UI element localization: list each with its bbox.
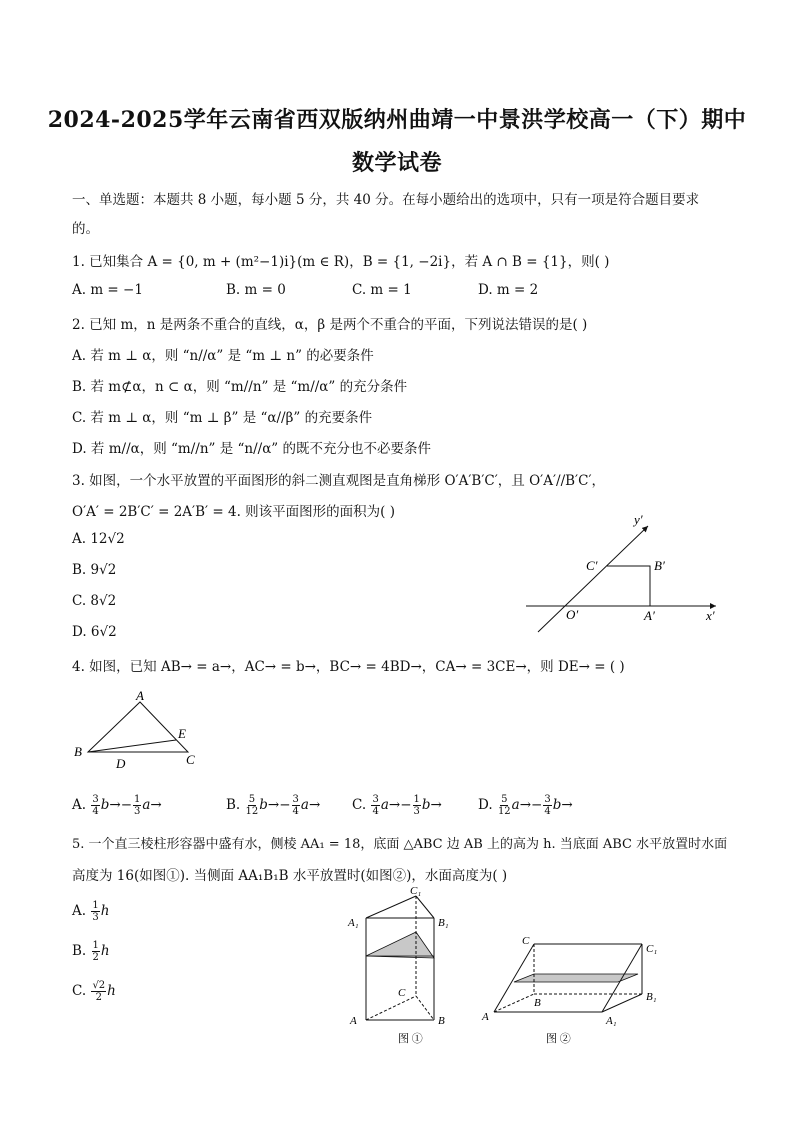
q4-option-c[interactable]: C. $\frac{3}{4}$ a→− $\frac{1}{3}$ b→: [352, 794, 442, 817]
svg-text:B: B: [438, 1015, 445, 1027]
figure-1-caption: 图 ①: [398, 1033, 423, 1045]
label-c: C: [186, 752, 195, 767]
q1-option-d[interactable]: D. m = 2: [478, 282, 539, 298]
water-surface-1: [366, 932, 434, 958]
q2-option-b[interactable]: B. 若 m⊄α，n ⊂ α，则 “m//n” 是 “m//α” 的充分条件: [72, 379, 408, 395]
svg-text:B₁: B₁: [646, 991, 657, 1003]
svg-text:C₁: C₁: [410, 886, 422, 897]
svg-text:B: B: [534, 997, 541, 1009]
exam-title-line1: 2024-2025学年云南省西双版纳州曲靖一中景洪学校高一（下）期中: [47, 107, 747, 133]
q5-option-a[interactable]: A. $\frac{1}{3}$ h: [72, 900, 110, 923]
q5-figure-1: [342, 886, 462, 1048]
q5-option-c[interactable]: C. $\frac{√2}{2}$ h: [72, 980, 116, 1003]
q3-option-a[interactable]: A. 12√2: [72, 531, 125, 547]
label-y-prime: y′: [634, 512, 643, 527]
q4-option-a[interactable]: A. $\frac{3}{4}$ b→− $\frac{1}{3}$ a→: [72, 794, 162, 817]
q4-option-d[interactable]: D. $\frac{5}{12}$ a→− $\frac{3}{4}$ b→: [478, 794, 573, 817]
q3-oblique-figure: [520, 508, 730, 638]
q4-triangle-figure: [70, 688, 210, 774]
svg-text:A: A: [482, 1011, 489, 1023]
q3-stem-line2: O′A′ = 2B′C′ = 2A′B′ = 4. 则该平面图形的面积为( ): [72, 504, 395, 520]
triangle-abc: [88, 702, 188, 752]
q3-option-b[interactable]: B. 9√2: [72, 562, 117, 578]
section-heading-line1: 一、单选题：本题共 8 小题，每小题 5 分，共 40 分。在每小题给出的选项中，只有一项是符合题目要求: [72, 192, 700, 208]
label-a-prime: A′: [644, 608, 655, 623]
label-x-prime: x′: [706, 608, 715, 623]
q4-option-b[interactable]: B. $\frac{5}{12}$ b→− $\frac{3}{4}$ a→: [226, 794, 321, 817]
water-surface-2: [514, 974, 638, 982]
q2-option-c[interactable]: C. 若 m ⊥ α，则 “m ⊥ β” 是 “α//β” 的充要条件: [72, 410, 373, 426]
trapezoid-edges: [607, 566, 650, 606]
q1-stem: 1. 已知集合 A = {0, m + (m²−1)i}(m ∈ R)，B = {1, −2i}，若 A ∩ B = {1}，则( ): [72, 254, 610, 270]
svg-text:A₁: A₁: [348, 917, 359, 929]
q2-stem: 2. 已知 m，n 是两条不重合的直线，α，β 是两个不重合的平面，下列说法错误的是( ): [72, 317, 588, 333]
label-b-prime: B′: [654, 558, 665, 573]
svg-text:A: A: [350, 1015, 357, 1027]
label-c-prime: C′: [586, 558, 598, 573]
label-b: B: [74, 744, 82, 759]
y-axis-line: [538, 526, 648, 632]
svg-text:C: C: [522, 935, 530, 947]
q2-option-d[interactable]: D. 若 m//α，则 “m//n” 是 “n//α” 的既不充分也不必要条件: [72, 441, 432, 457]
q1-option-c[interactable]: C. m = 1: [352, 282, 412, 298]
q2-option-a[interactable]: A. 若 m ⊥ α，则 “n//α” 是 “m ⊥ n” 的必要条件: [72, 348, 374, 364]
svg-text:C₁: C₁: [646, 943, 658, 955]
section-heading-line2: 的。: [72, 221, 99, 237]
q3-option-c[interactable]: C. 8√2: [72, 593, 117, 609]
q5-stem-line2: 高度为 16(如图①). 当侧面 AA₁B₁B 水平放置时(如图②)，水面高度为( ): [72, 868, 508, 884]
label-d: D: [116, 756, 126, 771]
svg-text:B₁: B₁: [438, 917, 449, 929]
q5-stem-line1: 5. 一个直三棱柱形容器中盛有水，侧棱 AA₁ = 18，底面 △ABC 边 AB 上的高为 h. 当底面 ABC 水平放置时水面: [72, 837, 728, 852]
label-o-prime: O′: [566, 607, 579, 622]
exam-title-line2: 数学试卷: [351, 150, 442, 176]
q4-stem: 4. 如图，已知 AB→ = a→，AC→ = b→，BC→ = 4BD→，CA→ = 3CE→，则 DE→ = ( ): [72, 659, 625, 675]
q3-stem-line1: 3. 如图，一个水平放置的平面图形的斜二测直观图是直角梯形 O′A′B′C′，且 O′A′//B′C′，: [72, 473, 606, 489]
q5-option-b[interactable]: B. $\frac{1}{2}$ h: [72, 940, 110, 963]
svg-text:C: C: [398, 987, 406, 999]
svg-text:A₁: A₁: [606, 1015, 617, 1027]
q1-option-a[interactable]: A. m = −1: [72, 282, 143, 298]
figure-2-caption: 图 ②: [546, 1033, 571, 1045]
label-a: A: [136, 688, 144, 703]
q1-option-b[interactable]: B. m = 0: [226, 282, 286, 298]
q3-option-d[interactable]: D. 6√2: [72, 624, 117, 640]
segment-be: [88, 740, 176, 752]
q5-figure-2: [480, 930, 680, 1048]
label-e: E: [178, 726, 186, 741]
